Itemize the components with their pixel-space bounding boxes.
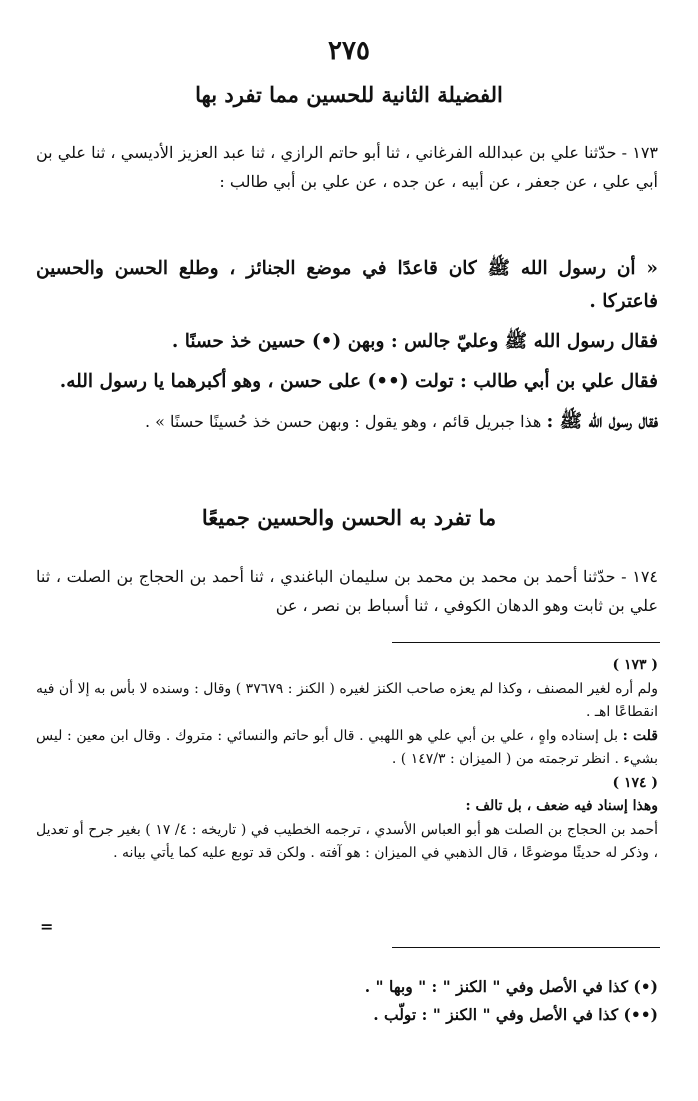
page-number: ٢٧٥ <box>328 36 370 66</box>
section-title-virtue: الفضيلة الثانية للحسين مما تفرد بها <box>195 82 503 107</box>
isnad-text: ١٧٣ - حدّثنا علي بن عبدالله الفرغاني ، ثنا أبو حاتم الرازي ، ثنا عبد العزيز الأديسي ، ثنا علي بن أبي علي ، عن جعفر ، عن أبيه ، عن جده ، عن علي بن أبي طالب : <box>36 143 659 191</box>
qult-text: بل إسناده واهٍ ، علي بن أبي علي هو اللهبي . قال أبو حاتم والنسائي : متروك . وقال ابن معين : ليس بشيء . انظر ترجمته من ( الميزان : ١٤٧/٣ ) . <box>36 727 658 767</box>
matn-speaker: فقال رسول الله ﷺ : <box>546 411 658 432</box>
commentary-notes <box>36 654 658 866</box>
note-174-text: أحمد بن الحجاج بن الصلت هو أبو العباس الأسدي ، ترجمه الخطيب في ( تاريخه : ٤/ ١٧ ) بغير جرح أو تعديل ، وذكر له حديثًا موضوعًا ، قال الذهبي في الميزان : هو آفته . ولكن قد توبع عليه كما يأتي بيانه . <box>36 821 658 861</box>
note-173-qult <box>36 725 658 772</box>
hadith-173-matn <box>36 252 658 445</box>
matn-line: فقال رسول الله ﷺ وعليّ جالس : وبهن (•) حسين خذ حسنًا . <box>171 331 658 352</box>
matn-line-last <box>36 405 658 438</box>
note-173-label: ( ١٧٣ ) <box>612 657 658 673</box>
footnote-2: (••) كذا في الأصل وفي " الكنز " : تولّب . <box>373 1005 658 1024</box>
note-174-heading: وهذا إسناد فيه ضعف ، بل تالف : <box>465 798 658 814</box>
qult-label: قلت : <box>622 727 659 744</box>
matn-line: فقال علي بن أبي طالب : تولت (••) على حسن ، وهو أكبرهما يا رسول الله. <box>59 371 658 392</box>
footnote-divider-top <box>392 642 660 643</box>
matn-speech: هذا جبريل قائم ، وهو يقول : وبهن حسن خذ حُسينًا حسنًا » . <box>145 412 547 431</box>
note-173-text: ولم أره لغير المصنف ، وكذا لم يعزه صاحب الكنز لغيره ( الكنز : ٣٧٦٧٩ ) وقال : وسنده لا بأس به إلا أن فيه انقطاعًا اهـ . <box>36 680 658 720</box>
footnote-1: (•) كذا في الأصل وفي " الكنز " : " وبها " . <box>364 977 658 996</box>
hadith-174-isnad <box>36 562 658 627</box>
footnote-divider-bottom <box>392 947 660 948</box>
matn-line: « أن رسول الله ﷺ كان قاعدًا في موضع الجنائز ، وطلع الحسن والحسين فاعتركا . <box>36 258 658 312</box>
note-174-label: ( ١٧٤ ) <box>612 774 658 791</box>
continuation-mark: = <box>40 917 54 936</box>
section-title-both: ما تفرد به الحسن والحسين جميعًا <box>201 505 497 530</box>
hadith-173-isnad <box>36 138 658 203</box>
isnad-text: ١٧٤ - حدّثنا أحمد بن محمد بن محمد بن سليمان الباغندي ، ثنا أحمد بن الحجاج بن الصلت ، ثنا علي بن ثابت وهو الدهان الكوفي ، ثنا أسباط بن نصر ، عن <box>36 567 658 615</box>
footnotes <box>36 973 658 1029</box>
